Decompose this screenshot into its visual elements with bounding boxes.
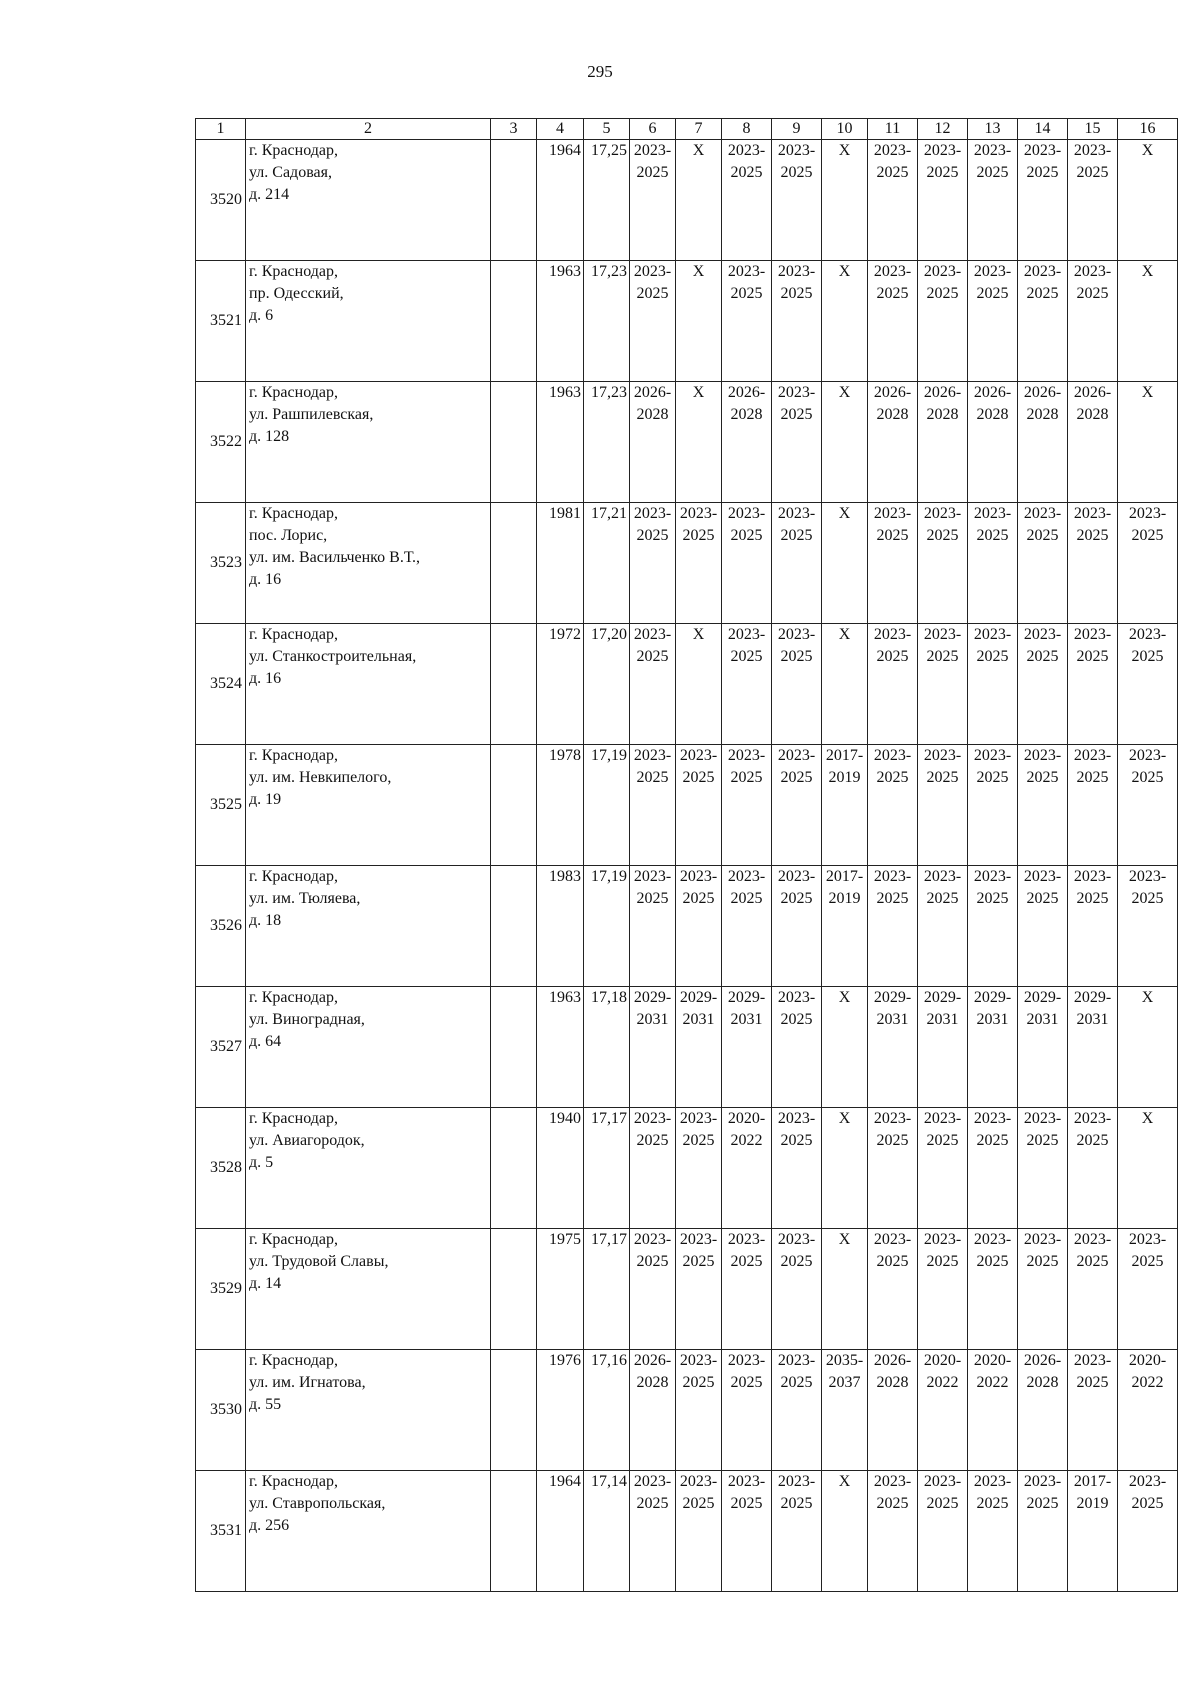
period-cell-col-15: 2023- 2025 bbox=[1068, 261, 1118, 382]
table-row bbox=[196, 1350, 1178, 1471]
period-cell-col-7: Х bbox=[676, 382, 722, 503]
period-cell-col-13: 2026- 2028 bbox=[968, 382, 1018, 503]
address-cell: г. Краснодар, ул. Садовая, д. 214 bbox=[246, 140, 491, 261]
period-cell-col-10: Х bbox=[822, 261, 868, 382]
year-cell: 1963 bbox=[537, 261, 584, 382]
period-cell-col-9: 2023- 2025 bbox=[772, 261, 822, 382]
period-cell-col-14: 2023- 2025 bbox=[1018, 1229, 1068, 1350]
period-cell-col-8: 2023- 2025 bbox=[722, 140, 772, 261]
period-cell-col-13: 2023- 2025 bbox=[968, 1471, 1018, 1592]
period-cell-col-8: 2023- 2025 bbox=[722, 503, 772, 624]
period-cell-col-13: 2023- 2025 bbox=[968, 140, 1018, 261]
period-cell-col-16: 2023- 2025 bbox=[1118, 1229, 1178, 1350]
period-cell-col-12: 2023- 2025 bbox=[918, 261, 968, 382]
period-cell-col-11: 2023- 2025 bbox=[868, 261, 918, 382]
area-cell: 17,23 bbox=[584, 382, 630, 503]
period-cell-col-9: 2023- 2025 bbox=[772, 1350, 822, 1471]
period-cell-col-7: 2023- 2025 bbox=[676, 1229, 722, 1350]
column-3-cell bbox=[491, 987, 537, 1108]
address-cell: г. Краснодар, ул. Станкостроительная, д. 16 bbox=[246, 624, 491, 745]
column-3-cell bbox=[491, 1471, 537, 1592]
period-cell-col-10: 2017- 2019 bbox=[822, 866, 868, 987]
area-cell: 17,20 bbox=[584, 624, 630, 745]
period-cell-col-13: 2020- 2022 bbox=[968, 1350, 1018, 1471]
period-cell-col-6: 2023- 2025 bbox=[630, 1229, 676, 1350]
row-number: 3525 bbox=[196, 745, 246, 866]
period-cell-col-9: 2023- 2025 bbox=[772, 624, 822, 745]
year-cell: 1983 bbox=[537, 866, 584, 987]
year-cell: 1963 bbox=[537, 987, 584, 1108]
row-number: 3526 bbox=[196, 866, 246, 987]
column-header-14: 14 bbox=[1018, 119, 1068, 140]
period-cell-col-7: 2023- 2025 bbox=[676, 866, 722, 987]
period-cell-col-13: 2023- 2025 bbox=[968, 624, 1018, 745]
column-header-11: 11 bbox=[868, 119, 918, 140]
period-cell-col-8: 2026- 2028 bbox=[722, 382, 772, 503]
period-cell-col-8: 2023- 2025 bbox=[722, 866, 772, 987]
period-cell-col-15: 2023- 2025 bbox=[1068, 503, 1118, 624]
column-header-2: 2 bbox=[246, 119, 491, 140]
period-cell-col-9: 2023- 2025 bbox=[772, 1471, 822, 1592]
period-cell-col-6: 2023- 2025 bbox=[630, 624, 676, 745]
period-cell-col-14: 2023- 2025 bbox=[1018, 503, 1068, 624]
period-cell-col-11: 2026- 2028 bbox=[868, 1350, 918, 1471]
area-cell: 17,19 bbox=[584, 745, 630, 866]
period-cell-col-6: 2026- 2028 bbox=[630, 382, 676, 503]
period-cell-col-10: Х bbox=[822, 1108, 868, 1229]
period-cell-col-15: 2017- 2019 bbox=[1068, 1471, 1118, 1592]
period-cell-col-13: 2023- 2025 bbox=[968, 503, 1018, 624]
period-cell-col-6: 2023- 2025 bbox=[630, 866, 676, 987]
period-cell-col-14: 2023- 2025 bbox=[1018, 140, 1068, 261]
period-cell-col-10: Х bbox=[822, 503, 868, 624]
period-cell-col-14: 2023- 2025 bbox=[1018, 866, 1068, 987]
period-cell-col-11: 2023- 2025 bbox=[868, 140, 918, 261]
period-cell-col-12: 2023- 2025 bbox=[918, 140, 968, 261]
table-row bbox=[196, 866, 1178, 987]
column-header-7: 7 bbox=[676, 119, 722, 140]
column-header-4: 4 bbox=[537, 119, 584, 140]
year-cell: 1940 bbox=[537, 1108, 584, 1229]
address-cell: г. Краснодар, пр. Одесский, д. 6 bbox=[246, 261, 491, 382]
column-header-row bbox=[196, 119, 1178, 140]
column-3-cell bbox=[491, 1229, 537, 1350]
period-cell-col-16: 2023- 2025 bbox=[1118, 745, 1178, 866]
period-cell-col-11: 2023- 2025 bbox=[868, 624, 918, 745]
period-cell-col-7: 2029- 2031 bbox=[676, 987, 722, 1108]
table-row bbox=[196, 261, 1178, 382]
row-number: 3520 bbox=[196, 140, 246, 261]
period-cell-col-7: 2023- 2025 bbox=[676, 503, 722, 624]
column-3-cell bbox=[491, 1350, 537, 1471]
period-cell-col-14: 2023- 2025 bbox=[1018, 261, 1068, 382]
address-cell: г. Краснодар, ул. Виноградная, д. 64 bbox=[246, 987, 491, 1108]
period-cell-col-10: Х bbox=[822, 1471, 868, 1592]
area-cell: 17,17 bbox=[584, 1108, 630, 1229]
period-cell-col-13: 2029- 2031 bbox=[968, 987, 1018, 1108]
address-cell: г. Краснодар, ул. Авиагородок, д. 5 bbox=[246, 1108, 491, 1229]
period-cell-col-10: Х bbox=[822, 624, 868, 745]
year-cell: 1981 bbox=[537, 503, 584, 624]
area-cell: 17,17 bbox=[584, 1229, 630, 1350]
address-cell: г. Краснодар, ул. им. Невкипелого, д. 19 bbox=[246, 745, 491, 866]
column-3-cell bbox=[491, 503, 537, 624]
period-cell-col-16: 2020- 2022 bbox=[1118, 1350, 1178, 1471]
period-cell-col-8: 2023- 2025 bbox=[722, 745, 772, 866]
column-header-6: 6 bbox=[630, 119, 676, 140]
period-cell-col-14: 2023- 2025 bbox=[1018, 1471, 1068, 1592]
address-cell: г. Краснодар, ул. Ставропольская, д. 256 bbox=[246, 1471, 491, 1592]
period-cell-col-7: 2023- 2025 bbox=[676, 1350, 722, 1471]
period-cell-col-15: 2023- 2025 bbox=[1068, 1108, 1118, 1229]
table-row bbox=[196, 503, 1178, 624]
row-number: 3531 bbox=[196, 1471, 246, 1592]
year-cell: 1963 bbox=[537, 382, 584, 503]
period-cell-col-9: 2023- 2025 bbox=[772, 140, 822, 261]
table-row bbox=[196, 624, 1178, 745]
period-cell-col-16: Х bbox=[1118, 987, 1178, 1108]
period-cell-col-11: 2023- 2025 bbox=[868, 745, 918, 866]
period-cell-col-15: 2023- 2025 bbox=[1068, 866, 1118, 987]
address-cell: г. Краснодар, ул. Рашпилевская, д. 128 bbox=[246, 382, 491, 503]
address-cell: г. Краснодар, ул. Трудовой Славы, д. 14 bbox=[246, 1229, 491, 1350]
period-cell-col-15: 2023- 2025 bbox=[1068, 1229, 1118, 1350]
period-cell-col-12: 2020- 2022 bbox=[918, 1350, 968, 1471]
table-row bbox=[196, 745, 1178, 866]
table-row bbox=[196, 382, 1178, 503]
address-cell: г. Краснодар, пос. Лорис, ул. им. Васильченко В.Т., д. 16 bbox=[246, 503, 491, 624]
row-number: 3523 bbox=[196, 503, 246, 624]
period-cell-col-11: 2023- 2025 bbox=[868, 1108, 918, 1229]
area-cell: 17,23 bbox=[584, 261, 630, 382]
period-cell-col-12: 2023- 2025 bbox=[918, 624, 968, 745]
period-cell-col-11: 2026- 2028 bbox=[868, 382, 918, 503]
period-cell-col-16: 2023- 2025 bbox=[1118, 1471, 1178, 1592]
period-cell-col-11: 2023- 2025 bbox=[868, 503, 918, 624]
address-cell: г. Краснодар, ул. им. Игнатова, д. 55 bbox=[246, 1350, 491, 1471]
row-number: 3528 bbox=[196, 1108, 246, 1229]
period-cell-col-16: Х bbox=[1118, 382, 1178, 503]
year-cell: 1964 bbox=[537, 140, 584, 261]
row-number: 3522 bbox=[196, 382, 246, 503]
column-header-13: 13 bbox=[968, 119, 1018, 140]
year-cell: 1976 bbox=[537, 1350, 584, 1471]
period-cell-col-13: 2023- 2025 bbox=[968, 1108, 1018, 1229]
period-cell-col-8: 2023- 2025 bbox=[722, 1229, 772, 1350]
period-cell-col-11: 2023- 2025 bbox=[868, 1471, 918, 1592]
area-cell: 17,19 bbox=[584, 866, 630, 987]
period-cell-col-16: Х bbox=[1118, 1108, 1178, 1229]
period-cell-col-11: 2029- 2031 bbox=[868, 987, 918, 1108]
period-cell-col-14: 2029- 2031 bbox=[1018, 987, 1068, 1108]
period-cell-col-9: 2023- 2025 bbox=[772, 1229, 822, 1350]
period-cell-col-14: 2023- 2025 bbox=[1018, 624, 1068, 745]
period-cell-col-12: 2026- 2028 bbox=[918, 382, 968, 503]
period-cell-col-6: 2026- 2028 bbox=[630, 1350, 676, 1471]
table-row bbox=[196, 987, 1178, 1108]
page-number: 295 bbox=[587, 62, 613, 81]
period-cell-col-8: 2023- 2025 bbox=[722, 1471, 772, 1592]
period-cell-col-9: 2023- 2025 bbox=[772, 382, 822, 503]
period-cell-col-16: Х bbox=[1118, 140, 1178, 261]
period-cell-col-15: 2023- 2025 bbox=[1068, 624, 1118, 745]
period-cell-col-16: 2023- 2025 bbox=[1118, 624, 1178, 745]
area-cell: 17,14 bbox=[584, 1471, 630, 1592]
row-number: 3524 bbox=[196, 624, 246, 745]
period-cell-col-15: 2023- 2025 bbox=[1068, 1350, 1118, 1471]
column-3-cell bbox=[491, 261, 537, 382]
area-cell: 17,16 bbox=[584, 1350, 630, 1471]
period-cell-col-7: Х bbox=[676, 261, 722, 382]
period-cell-col-6: 2023- 2025 bbox=[630, 140, 676, 261]
column-3-cell bbox=[491, 140, 537, 261]
period-cell-col-12: 2029- 2031 bbox=[918, 987, 968, 1108]
column-header-5: 5 bbox=[584, 119, 630, 140]
period-cell-col-12: 2023- 2025 bbox=[918, 1229, 968, 1350]
period-cell-col-8: 2020- 2022 bbox=[722, 1108, 772, 1229]
column-header-10: 10 bbox=[822, 119, 868, 140]
period-cell-col-12: 2023- 2025 bbox=[918, 1471, 968, 1592]
period-cell-col-12: 2023- 2025 bbox=[918, 866, 968, 987]
column-3-cell bbox=[491, 866, 537, 987]
column-3-cell bbox=[491, 624, 537, 745]
table-row bbox=[196, 1108, 1178, 1229]
period-cell-col-9: 2023- 2025 bbox=[772, 1108, 822, 1229]
period-cell-col-10: 2017- 2019 bbox=[822, 745, 868, 866]
period-cell-col-14: 2023- 2025 bbox=[1018, 1108, 1068, 1229]
period-cell-col-7: 2023- 2025 bbox=[676, 1471, 722, 1592]
period-cell-col-12: 2023- 2025 bbox=[918, 503, 968, 624]
period-cell-col-16: 2023- 2025 bbox=[1118, 503, 1178, 624]
period-cell-col-6: 2023- 2025 bbox=[630, 745, 676, 866]
period-cell-col-10: 2035- 2037 bbox=[822, 1350, 868, 1471]
period-cell-col-13: 2023- 2025 bbox=[968, 1229, 1018, 1350]
period-cell-col-8: 2023- 2025 bbox=[722, 624, 772, 745]
column-header-15: 15 bbox=[1068, 119, 1118, 140]
table-row bbox=[196, 1229, 1178, 1350]
period-cell-col-9: 2023- 2025 bbox=[772, 866, 822, 987]
row-number: 3527 bbox=[196, 987, 246, 1108]
period-cell-col-10: Х bbox=[822, 987, 868, 1108]
period-cell-col-6: 2023- 2025 bbox=[630, 261, 676, 382]
period-cell-col-13: 2023- 2025 bbox=[968, 866, 1018, 987]
period-cell-col-13: 2023- 2025 bbox=[968, 261, 1018, 382]
period-cell-col-14: 2026- 2028 bbox=[1018, 382, 1068, 503]
period-cell-col-15: 2023- 2025 bbox=[1068, 745, 1118, 866]
table-body bbox=[196, 119, 1178, 1592]
column-header-9: 9 bbox=[772, 119, 822, 140]
period-cell-col-10: Х bbox=[822, 1229, 868, 1350]
period-cell-col-12: 2023- 2025 bbox=[918, 1108, 968, 1229]
period-cell-col-10: Х bbox=[822, 140, 868, 261]
period-cell-col-8: 2029- 2031 bbox=[722, 987, 772, 1108]
address-cell: г. Краснодар, ул. им. Тюляева, д. 18 bbox=[246, 866, 491, 987]
year-cell: 1978 bbox=[537, 745, 584, 866]
period-cell-col-7: 2023- 2025 bbox=[676, 745, 722, 866]
period-cell-col-6: 2023- 2025 bbox=[630, 1108, 676, 1229]
table-row bbox=[196, 140, 1178, 261]
row-number: 3530 bbox=[196, 1350, 246, 1471]
period-cell-col-6: 2023- 2025 bbox=[630, 1471, 676, 1592]
column-3-cell bbox=[491, 1108, 537, 1229]
period-cell-col-11: 2023- 2025 bbox=[868, 1229, 918, 1350]
year-cell: 1975 bbox=[537, 1229, 584, 1350]
period-cell-col-15: 2023- 2025 bbox=[1068, 140, 1118, 261]
period-cell-col-10: Х bbox=[822, 382, 868, 503]
period-cell-col-9: 2023- 2025 bbox=[772, 503, 822, 624]
period-cell-col-13: 2023- 2025 bbox=[968, 745, 1018, 866]
column-header-16: 16 bbox=[1118, 119, 1178, 140]
registry-table bbox=[195, 118, 1178, 1592]
row-number: 3521 bbox=[196, 261, 246, 382]
period-cell-col-14: 2026- 2028 bbox=[1018, 1350, 1068, 1471]
area-cell: 17,18 bbox=[584, 987, 630, 1108]
period-cell-col-16: Х bbox=[1118, 261, 1178, 382]
column-3-cell bbox=[491, 745, 537, 866]
period-cell-col-11: 2023- 2025 bbox=[868, 866, 918, 987]
period-cell-col-8: 2023- 2025 bbox=[722, 261, 772, 382]
year-cell: 1964 bbox=[537, 1471, 584, 1592]
period-cell-col-6: 2023- 2025 bbox=[630, 503, 676, 624]
column-3-cell bbox=[491, 382, 537, 503]
table-row bbox=[196, 1471, 1178, 1592]
row-number: 3529 bbox=[196, 1229, 246, 1350]
period-cell-col-15: 2026- 2028 bbox=[1068, 382, 1118, 503]
column-header-1: 1 bbox=[196, 119, 246, 140]
column-header-3: 3 bbox=[491, 119, 537, 140]
period-cell-col-14: 2023- 2025 bbox=[1018, 745, 1068, 866]
period-cell-col-9: 2023- 2025 bbox=[772, 987, 822, 1108]
period-cell-col-16: 2023- 2025 bbox=[1118, 866, 1178, 987]
period-cell-col-15: 2029- 2031 bbox=[1068, 987, 1118, 1108]
period-cell-col-8: 2023- 2025 bbox=[722, 1350, 772, 1471]
year-cell: 1972 bbox=[537, 624, 584, 745]
period-cell-col-7: Х bbox=[676, 624, 722, 745]
column-header-8: 8 bbox=[722, 119, 772, 140]
period-cell-col-7: Х bbox=[676, 140, 722, 261]
area-cell: 17,21 bbox=[584, 503, 630, 624]
period-cell-col-9: 2023- 2025 bbox=[772, 745, 822, 866]
area-cell: 17,25 bbox=[584, 140, 630, 261]
period-cell-col-12: 2023- 2025 bbox=[918, 745, 968, 866]
period-cell-col-6: 2029- 2031 bbox=[630, 987, 676, 1108]
column-header-12: 12 bbox=[918, 119, 968, 140]
period-cell-col-7: 2023- 2025 bbox=[676, 1108, 722, 1229]
